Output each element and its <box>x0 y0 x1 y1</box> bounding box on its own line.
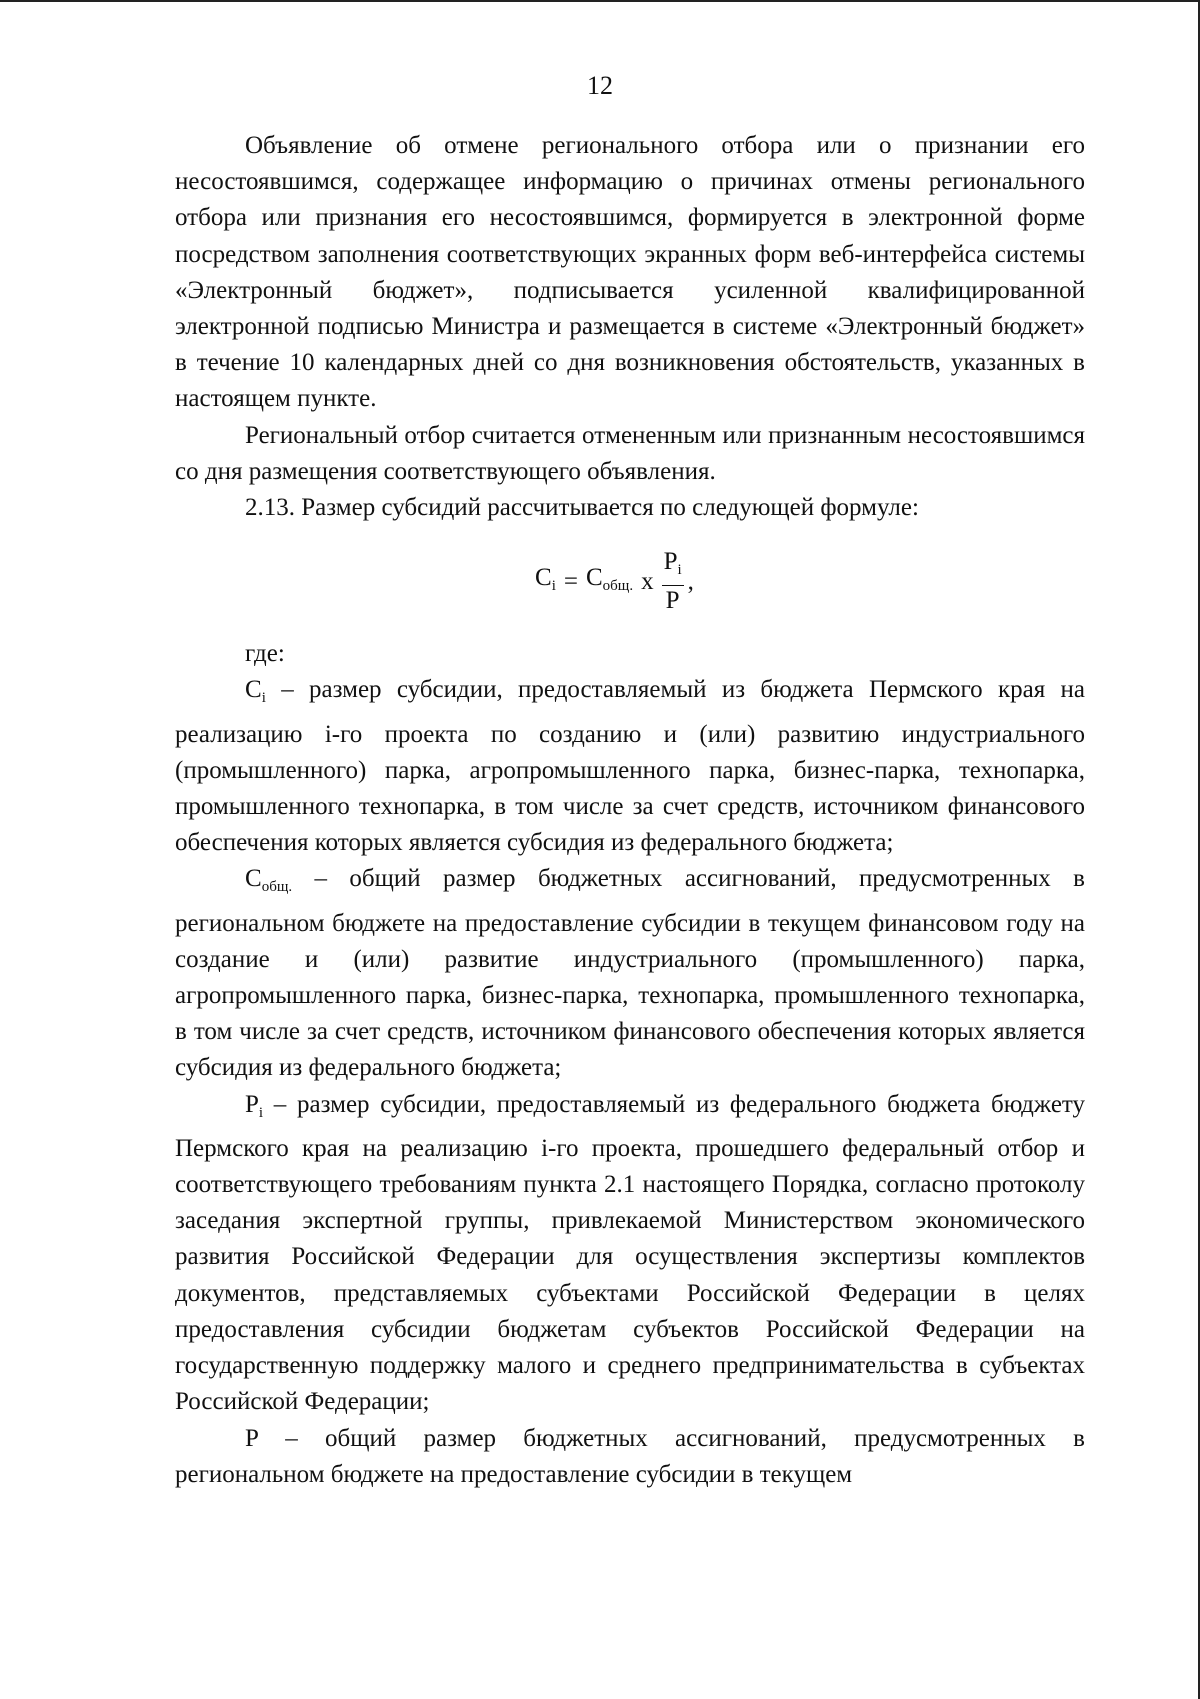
formula-times: x <box>641 567 654 595</box>
definition-c-total <box>175 861 1085 1086</box>
paragraph-where: где: <box>245 640 285 668</box>
formula-lhs: $C_i$ <box>535 563 556 594</box>
paragraph-selection-cancelled: Региональный отбор считается отмененным или признанным несостоявшимся со дня размещения соответствующего объявления. <box>175 421 1085 485</box>
formula-numerator: $P_i$ <box>662 548 684 586</box>
definition-pi-text: – размер субсидии, предоставляемый из федерального бюджета бюджету Пермского края на реализацию i-го проекта, прошедшего федеральный отбор и соответствующего требованиям пункта 2.1 настоящего Порядка, согласно протоколу заседания экспертной группы, привлекаемой Министерством экономического развития Российской Федерации для осуществления экспертизы комплектов документов, представляемых субъектами Российской Федерации в целях предоставления субсидии бюджетам субъектов Российской Федерации на государственную поддержку малого и среднего предпринимательства в субъектах Российской Федерации; <box>175 1090 1086 1416</box>
definition-p-text: – общий размер бюджетных ассигнований, предусмотренных в региональном бюджете на предоставление субсидии в текущем <box>175 1424 1085 1488</box>
formula-equals: = <box>563 567 578 595</box>
definition-ci-text: – размер субсидии, предоставляемый из бюджета Пермского края на реализацию i-го проекта по созданию и (или) развитию индустриального (промышленного) парка, агропромышленного парка, бизнес-парка, технопарка, промышленного технопарка, в том числе за счет средств, источником финансового обеспечения которых является субсидия из федерального бюджета; <box>175 676 1085 857</box>
symbol-p: P <box>245 1424 258 1452</box>
definition-pi <box>175 1087 1085 1421</box>
document-body <box>175 128 1085 1493</box>
formula-trailing-comma: , <box>687 567 694 595</box>
symbol-pi: $P_i$ <box>245 1090 264 1121</box>
paragraph-cancellation-notice: Объявление об отмене регионального отбора или о признании его несостоявшимся, содержащее информацию о причинах отмены регионального отбора или признания его несостоявшимся, формируется в электронной форме посредством заполнения соответствующих экранных форм веб-интерфейса системы «Электронный бюджет», подписывается усиленной квалифицированной электронной подписью Министра и размещается в системе «Электронный бюджет» в течение 10 календарных дней со дня возникновения обстоятельств, указанных в настоящем пункте. <box>175 132 1085 413</box>
definition-c-total-text: – общий размер бюджетных ассигнований, предусмотренных в региональном бюджете на предоставление субсидии в текущем финансовом году на создание и (или) развитие индустриального (промышленного) парка, агропромышленного парка, бизнес-парка, технопарка, промышленного технопарка, в том числе за счет средств, источником финансового обеспечения которых является субсидия из федерального бюджета; <box>175 865 1085 1082</box>
subsidy-formula <box>175 526 1085 636</box>
formula-denominator: P <box>665 587 680 615</box>
paragraph-subsidy-formula-intro: 2.13. Размер субсидий рассчитывается по следующей формуле: <box>245 494 919 522</box>
page-number: 12 <box>587 71 613 100</box>
definition-ci <box>175 672 1085 861</box>
symbol-ci: $C_i$ <box>245 676 266 707</box>
definition-p <box>175 1421 1085 1493</box>
formula-fraction <box>662 548 684 615</box>
symbol-c-total: $C_{общ.}$ <box>245 865 293 896</box>
formula-c-total: $C_{общ.}$ <box>585 563 634 594</box>
